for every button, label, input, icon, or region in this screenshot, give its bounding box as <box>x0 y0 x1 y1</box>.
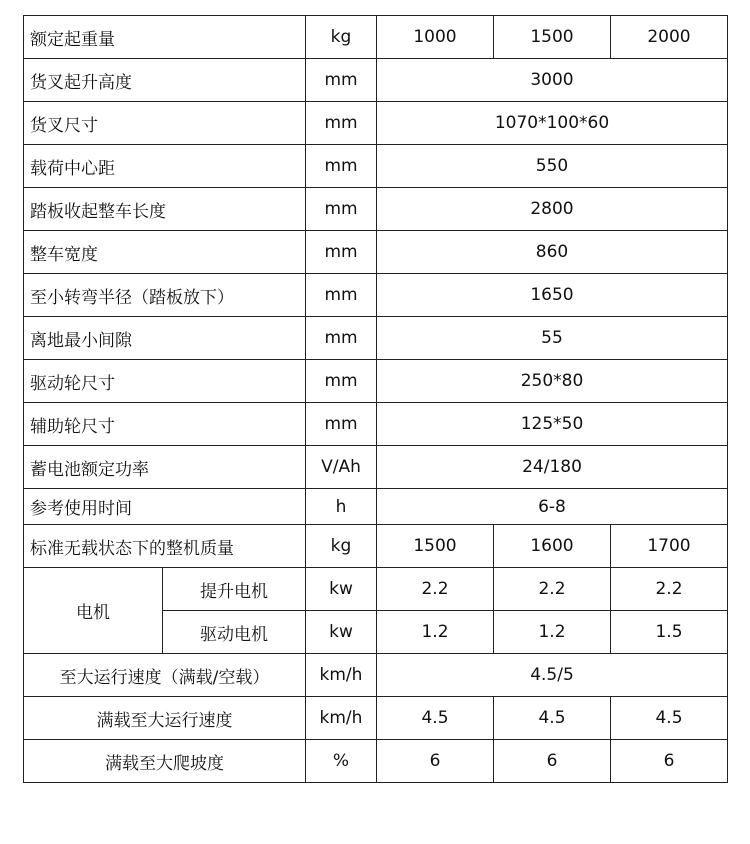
row-label: 标准无载状态下的整机质量 <box>24 525 306 568</box>
value-cell: 2000 <box>611 16 728 59</box>
row-aux-wheel <box>24 403 728 446</box>
value-cell: 6 <box>611 740 728 783</box>
value-cell: 1.2 <box>494 611 611 654</box>
row-label: 货叉尺寸 <box>24 102 306 145</box>
value-cell: 6 <box>377 740 494 783</box>
value-cell: 1700 <box>611 525 728 568</box>
value-cell: 4.5/5 <box>377 654 728 697</box>
value-cell: 125*50 <box>377 403 728 446</box>
row-label: 提升电机 <box>163 568 306 611</box>
row-unit: % <box>306 740 377 783</box>
value-cell: 1.2 <box>377 611 494 654</box>
row-full-load-speed <box>24 697 728 740</box>
value-cell: 2.2 <box>377 568 494 611</box>
row-unit: km/h <box>306 654 377 697</box>
row-label: 辅助轮尺寸 <box>24 403 306 446</box>
row-fork-size <box>24 102 728 145</box>
row-label: 蓄电池额定功率 <box>24 446 306 489</box>
value-cell: 1070*100*60 <box>377 102 728 145</box>
value-cell: 550 <box>377 145 728 188</box>
value-cell: 2800 <box>377 188 728 231</box>
row-unit: mm <box>306 403 377 446</box>
value-cell: 4.5 <box>494 697 611 740</box>
row-load-center <box>24 145 728 188</box>
value-cell: 4.5 <box>611 697 728 740</box>
row-label: 参考使用时间 <box>24 489 306 525</box>
spec-table <box>23 15 728 783</box>
row-label: 满载至大爬坡度 <box>24 740 306 783</box>
row-label: 满载至大运行速度 <box>24 697 306 740</box>
row-drive-wheel <box>24 360 728 403</box>
value-cell: 3000 <box>377 59 728 102</box>
row-unit: mm <box>306 102 377 145</box>
value-cell: 2.2 <box>611 568 728 611</box>
row-width <box>24 231 728 274</box>
row-unit: mm <box>306 188 377 231</box>
row-length-pedal-up <box>24 188 728 231</box>
value-cell: 1500 <box>494 16 611 59</box>
row-unit: kw <box>306 611 377 654</box>
value-cell: 1.5 <box>611 611 728 654</box>
row-lift-motor <box>24 568 728 611</box>
row-unit: kg <box>306 16 377 59</box>
value-cell: 250*80 <box>377 360 728 403</box>
value-cell: 6-8 <box>377 489 728 525</box>
row-unit: mm <box>306 145 377 188</box>
row-turning-radius <box>24 274 728 317</box>
row-unit: mm <box>306 59 377 102</box>
row-label: 驱动轮尺寸 <box>24 360 306 403</box>
row-full-load-grade <box>24 740 728 783</box>
row-battery <box>24 446 728 489</box>
row-label: 踏板收起整车长度 <box>24 188 306 231</box>
row-max-speed <box>24 654 728 697</box>
value-cell: 2.2 <box>494 568 611 611</box>
row-label: 额定起重量 <box>24 16 306 59</box>
row-unit: V/Ah <box>306 446 377 489</box>
row-rated-load <box>24 16 728 59</box>
row-label: 离地最小间隙 <box>24 317 306 360</box>
value-cell: 1650 <box>377 274 728 317</box>
row-unit: kg <box>306 525 377 568</box>
value-cell: 1600 <box>494 525 611 568</box>
value-cell: 6 <box>494 740 611 783</box>
row-label: 驱动电机 <box>163 611 306 654</box>
row-label: 至小转弯半径（踏板放下） <box>24 274 306 317</box>
row-ground-clearance <box>24 317 728 360</box>
row-unit: h <box>306 489 377 525</box>
value-cell: 24/180 <box>377 446 728 489</box>
value-cell: 4.5 <box>377 697 494 740</box>
row-unit: km/h <box>306 697 377 740</box>
row-label: 至大运行速度（满载/空载） <box>24 654 306 697</box>
row-unit: kw <box>306 568 377 611</box>
row-lift-height <box>24 59 728 102</box>
row-label: 货叉起升高度 <box>24 59 306 102</box>
row-label: 整车宽度 <box>24 231 306 274</box>
row-unit: mm <box>306 274 377 317</box>
row-label: 载荷中心距 <box>24 145 306 188</box>
value-cell: 1000 <box>377 16 494 59</box>
value-cell: 1500 <box>377 525 494 568</box>
row-usage-time <box>24 489 728 525</box>
row-self-weight <box>24 525 728 568</box>
value-cell: 860 <box>377 231 728 274</box>
row-unit: mm <box>306 317 377 360</box>
motor-group-label: 电机 <box>24 568 163 654</box>
row-unit: mm <box>306 231 377 274</box>
row-unit: mm <box>306 360 377 403</box>
value-cell: 55 <box>377 317 728 360</box>
